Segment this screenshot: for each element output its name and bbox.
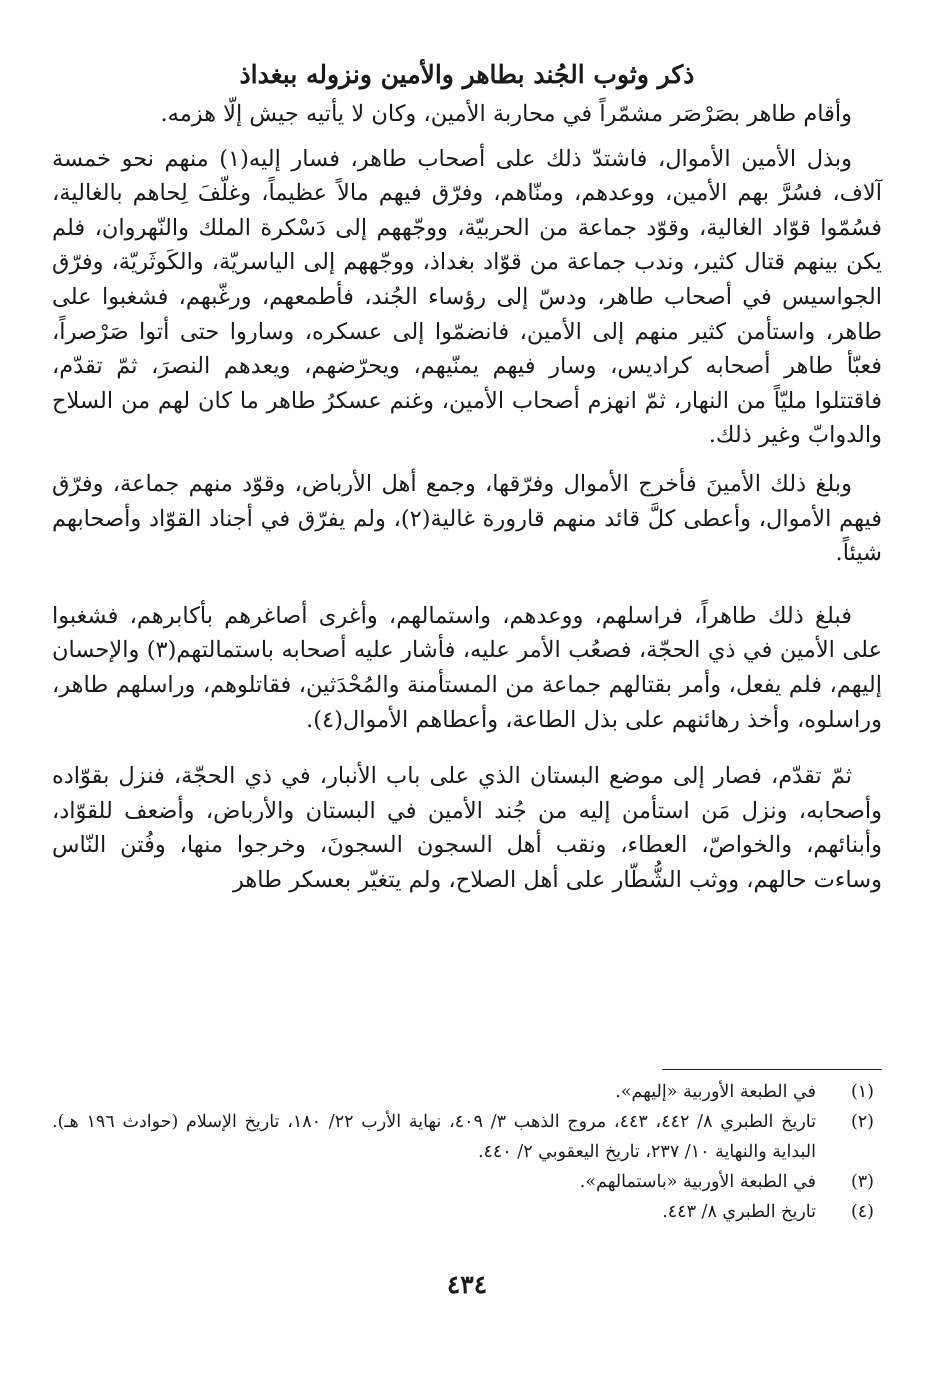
footnote-item [52,1107,882,1167]
footnote-divider [662,1069,882,1070]
footnote-number: (٣) [850,1172,874,1192]
footnote-item [52,1167,882,1197]
footnote-number: (١) [850,1082,874,1102]
footnote-number: (٢) [850,1112,874,1132]
footnote-text: في الطبعة الأوربية «إليهم». [615,1082,816,1102]
footnote-text: تاريخ الطبري ٨/ ٤٤٢، ٤٤٣، مروج الذهب ٣/ ٤٠٩، نهاية الأرب ٢٢/ ١٨٠، تاريخ الإسلام (حوادث ١٩٦ هـ). البداية والنهاية ١٠/ ٢٣٧، تاريخ اليعقوبي ٢/ ٤٤٠. [52,1112,816,1162]
page-number: ٤٣٤ [446,1270,488,1299]
footnotes [52,1077,882,1227]
paragraph-2: وبذل الأمين الأموال، فاشتدّ ذلك على أصحاب طاهر، فسار إليه(١) منهم نحو خمسة آلاف، فسُرَّ بهم الأمين، ووعدهم، ومنّاهم، وفرّق فيهم مالاً عظيماً، وغلّفَ لِحاهم بالغالية، فسُمّوا قوّاد الغالية، وقوّد جماعة من الحربيّة، ووجّههم إلى دَسْكرة الملك والنّهروان، فلم يكن بينهم قتال كثير، وندب جماعة من قوّاد بغداذ، ووجّههم إلى الياسريّة، والكَوثَريّة، وفرّق الجواسيس في أصحاب طاهر، ودسّ إلى رؤساء الجُند، فأطمعهم، ورغّبهم، فشغبوا على طاهر، واستأمن كثير منهم إلى الأمين، فانضمّوا إلى عسكره، وساروا حتى أتوا صَرْصراً، فعبّأ طاهر أصحابه كراديس، وسار فيهم يمنّيهم، ويحرّضهم، ويعدهم النصرَ، ثمّ تقدّم، فاقتتلوا مليّاً من النهار، ثمّ انهزم أصحاب الأمين، وغنم عسكرُ طاهر ما كان لهم من السلاح والدوابّ وغير ذلك. [52,145,882,449]
footnote-number: (٤) [850,1202,874,1222]
footnote-item [52,1197,882,1227]
book-page [52,55,882,1325]
paragraph-4: فبلغ ذلك طاهراً، فراسلهم، ووعدهم، واستمالهم، وأغرى أصاغرهم بأكابرهم، فشغبوا على الأمين في ذي الحجّة، فصعُب الأمر عليه، فأشار عليه أصحابه باستمالتهم(٣) والإحسان إليهم، فلم يفعل، وأمر بقتالهم جماعة من المستأمنة والمُحْدَثين، فقاتلوهم، وراسلهم طاهر، وراسلوه، وأخذ رهائنهم على بذل الطاعة، وأعطاهم الأموال(٤). [52,602,882,733]
paragraph-5: ثمّ تقدّم، فصار إلى موضع البستان الذي على باب الأنبار، في ذي الحجّة، فنزل بقوّاده وأصحابه، ونزل مَن استأمن إليه من جُند الأمين في البستان والأرباض، وأضعف للقوّاد، وأبنائهم، والخواصّ، العطاء، ونقب أهل السجون السجونَ، وخرجوا منها، وفُتن النّاس وساءت حالهم، ووثب الشُّطّار على أهل الصلاح، ولم يتغيّر بعسكر طاهر [52,763,882,893]
paragraph-1: وأقام طاهر بصَرْصَر مشمّراً في محاربة الأمين، وكان لا يأتيه جيش إلّا هزمه. [160,101,852,127]
footnote-text: في الطبعة الأوربية «باستمالهم». [579,1172,816,1192]
footnote-item [52,1077,882,1107]
paragraph-3: وبلغ ذلك الأمينَ فأخرج الأموال وفرّقها، وجمع أهل الأرباض، وقوّد منهم جماعة، وفرّق فيهم الأموال، وأعطى كلَّ قائد منهم قارورة غالية(٢)، ولم يفرّق في أجناد القوّاد وأصحابهم شيئاً. [52,470,882,567]
footnote-text: تاريخ الطبري ٨/ ٤٤٣. [662,1202,816,1222]
chapter-heading: ذكر وثوب الجُند بطاهر والأمين ونزوله ببغداذ [239,60,695,89]
